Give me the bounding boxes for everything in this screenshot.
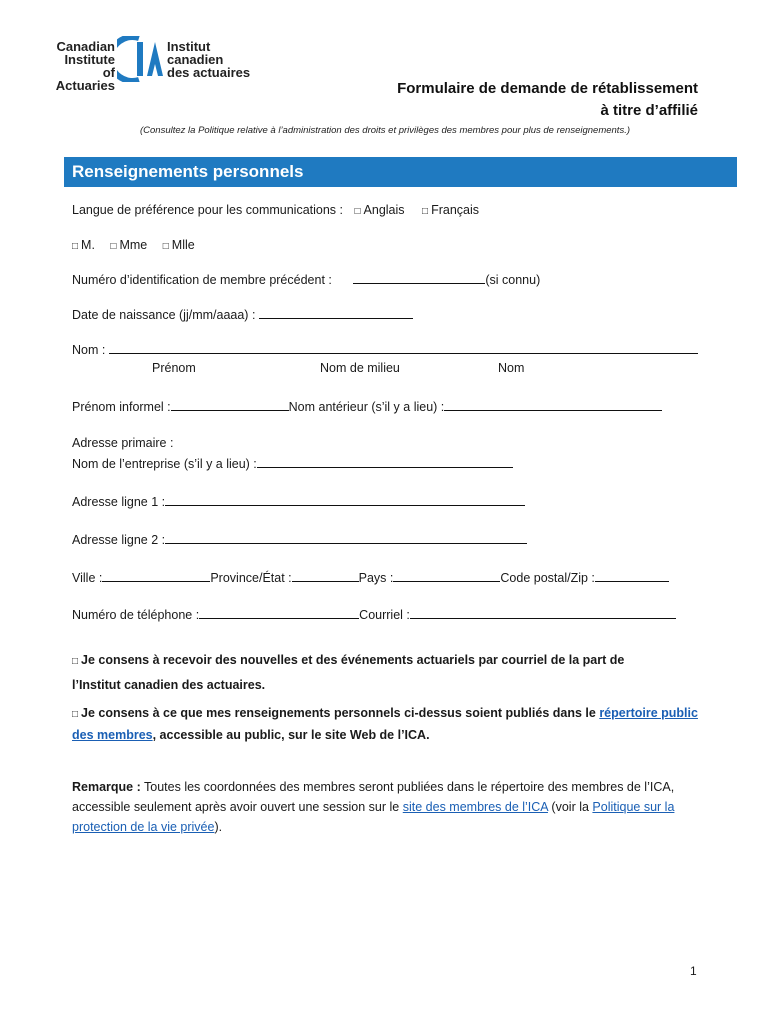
address1-field[interactable] — [165, 493, 525, 506]
logo-text-french — [167, 40, 267, 79]
address-primary-label: Adresse primaire : — [72, 436, 174, 450]
consent-news-text-2: l’Institut canadien des actuaires. — [72, 678, 266, 692]
informal-row — [72, 398, 662, 415]
address2-label: Adresse ligne 2 : — [72, 533, 166, 547]
salutation-row — [72, 237, 195, 255]
remark-text-1: Toutes les coordonnées des membres seront publiées dans le répertoire des membres de l’ICA, — [140, 780, 675, 794]
remark-text-4: ). — [214, 820, 223, 834]
email-field[interactable] — [410, 606, 676, 619]
province-field[interactable] — [292, 569, 359, 582]
checkbox-consent-news[interactable]: □ — [72, 656, 79, 667]
title-line-2: à titre d’affilié — [600, 102, 698, 119]
logo-line: Institute of — [64, 52, 115, 80]
logo-line: des actuaires — [167, 65, 251, 80]
language-label: Langue de préférence pour les communications : — [72, 203, 343, 217]
section-header — [64, 157, 737, 187]
privacy-policy-link-part1[interactable]: Politique sur la — [592, 800, 675, 814]
remark-block — [72, 777, 732, 837]
postal-label: Code postal/Zip : — [500, 571, 595, 585]
consent-directory-text-2: , accessible au public, sur le site Web de l’ICA. — [152, 728, 430, 742]
country-field[interactable] — [393, 569, 500, 582]
consent-directory — [72, 703, 732, 745]
checkbox-anglais[interactable]: □ Anglais — [354, 203, 405, 217]
directory-link-part1[interactable]: répertoire public — [599, 706, 698, 720]
language-row — [72, 202, 479, 220]
checkbox-francais[interactable]: □ Français — [422, 203, 479, 217]
member-id-field[interactable] — [353, 271, 485, 284]
address2-row — [72, 531, 527, 548]
informal-field[interactable] — [171, 398, 289, 411]
checkbox-mme[interactable]: □ Mme — [110, 238, 148, 252]
checkbox-m[interactable]: □ M. — [72, 238, 95, 252]
informal-label: Prénom informel : — [72, 400, 171, 414]
logo-line: Institut — [167, 39, 211, 54]
logo-line: Actuaries — [55, 78, 115, 93]
name-first-caption: Prénom — [152, 361, 196, 375]
logo-line: canadien — [167, 52, 224, 67]
phone-label: Numéro de téléphone : — [72, 608, 200, 622]
member-id-row — [72, 271, 540, 288]
email-label: Courriel : — [359, 608, 410, 622]
postal-field[interactable] — [595, 569, 669, 582]
address1-row — [72, 493, 525, 510]
title-line-1: Formulaire de demande de rétablissement — [397, 80, 698, 97]
checkbox-consent-directory[interactable]: □ — [72, 709, 79, 720]
member-id-label: Numéro d’identification de membre précédent : — [72, 273, 332, 287]
checkbox-mlle[interactable]: □ Mlle — [162, 238, 195, 252]
member-id-suffix: (si connu) — [485, 273, 541, 287]
phone-row — [72, 606, 676, 623]
dob-label: Date de naissance (jj/mm/aaaa) : — [72, 308, 256, 322]
name-label: Nom : — [72, 343, 106, 357]
name-row — [72, 341, 698, 358]
page-title — [397, 78, 698, 122]
previous-field[interactable] — [444, 398, 662, 411]
privacy-policy-link-part2[interactable]: protection de la vie privée — [72, 820, 215, 834]
country-label: Pays : — [358, 571, 394, 585]
name-last-caption: Nom — [498, 361, 525, 375]
page-number: 1 — [690, 964, 697, 978]
consent-news — [72, 650, 732, 695]
city-row — [72, 569, 669, 586]
remark-text-2: accessible seulement après avoir ouvert une session sur le — [72, 800, 400, 814]
name-middle-caption: Nom de milieu — [320, 361, 400, 375]
address2-field[interactable] — [165, 531, 527, 544]
cia-logo-mark — [117, 36, 165, 82]
consent-directory-text: Je consens à ce que mes renseignements personnels ci-dessus soient publiés dans le — [81, 706, 596, 720]
company-field[interactable] — [257, 455, 513, 468]
logo-text-english — [49, 40, 115, 92]
city-label: Ville : — [72, 571, 103, 585]
dob-row — [72, 306, 413, 323]
address1-label: Adresse ligne 1 : — [72, 495, 166, 509]
province-label: Province/État : — [210, 571, 292, 585]
city-field[interactable] — [102, 569, 210, 582]
name-field[interactable] — [109, 341, 698, 354]
phone-field[interactable] — [199, 606, 359, 619]
member-site-link[interactable]: site des membres de l’ICA — [402, 800, 548, 814]
directory-link-part2[interactable]: des membres — [72, 728, 153, 742]
remark-label: Remarque : — [72, 780, 141, 794]
company-row — [72, 455, 513, 472]
consent-news-text-1: Je consens à recevoir des nouvelles et des événements actuariels par courriel de la part de — [81, 653, 625, 667]
section-title: Renseignements personnels — [72, 162, 304, 181]
logo-line: Canadian — [56, 39, 115, 54]
previous-label: Nom antérieur (s’il y a lieu) : — [288, 400, 445, 414]
page-subtitle: (Consultez la Politique relative à l’administration des droits et privilèges des membres pour plus de renseignements.) — [139, 125, 630, 136]
remark-text-3: (voir la — [547, 800, 589, 814]
company-label: Nom de l’entreprise (s’il y a lieu) : — [72, 457, 257, 471]
dob-field[interactable] — [259, 306, 413, 319]
